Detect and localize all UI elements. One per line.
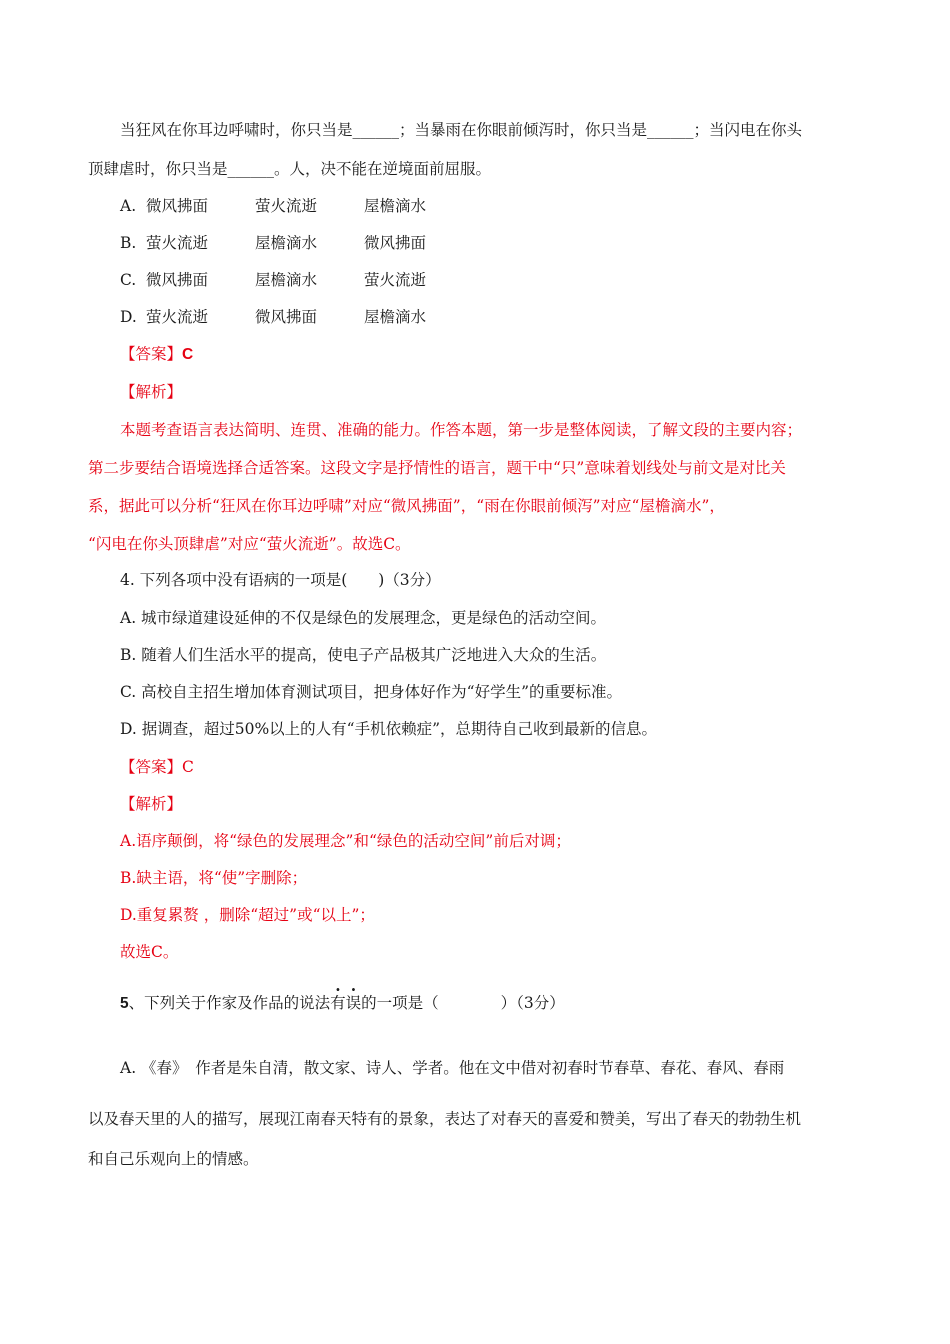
q3-option-c: [120, 269, 520, 291]
q3-option-b: [120, 232, 520, 254]
q3-analysis-line-1: 本题考查语言表达简明、连贯、准确的能力。作答本题，第一步是整体阅读，了解文段的主要内容；: [120, 421, 803, 439]
q4-analysis-line-1: A.语序颠倒，将“绿色的发展理念”和“绿色的活动空间”前后对调；: [120, 832, 571, 850]
answer-tag: 【答案】: [120, 345, 183, 363]
q5-option-a-line-1: A. 《春》 作者是朱自清，散文家、诗人、学者。他在文中借对初春时节春草、春花、春风、春雨: [120, 1059, 785, 1077]
option-item: 屋檐滴水: [255, 271, 318, 289]
option-item: 萤火流逝: [146, 234, 209, 252]
option-item: 萤火流逝: [146, 308, 209, 326]
option-item: 屋檐滴水: [255, 234, 318, 252]
q5-dotted-char-2: 误: [345, 994, 362, 1012]
option-item: 微风拂面: [255, 308, 318, 326]
option-item: 萤火流逝: [255, 197, 318, 215]
q3-analysis-line-4: “闪电在你头顶肆虐”对应“萤火流逝”。故选C。: [88, 535, 411, 553]
option-item: 微风拂面: [146, 197, 209, 215]
q4-option-c: C. 高校自主招生增加体育测试项目，把身体好作为“好学生”的重要标准。: [120, 683, 623, 701]
q4-stem: 4. 下列各项中没有语病的一项是( )（3分）: [120, 571, 441, 589]
q4-analysis-line-2: B.缺主语，将“使”字删除；: [120, 869, 308, 887]
q4-option-b: B. 随着人们生活水平的提高，使电子产品极其广泛地进入大众的生活。: [120, 646, 607, 664]
q4-option-d: D. 据调查，超过50%以上的人有“手机依赖症”，总期待自己收到最新的信息。: [120, 720, 658, 738]
q3-stem-line-1: 当狂风在你耳边呼啸时，你只当是______；当暴雨在你眼前倾泻时，你只当是______；当闪电在你头: [120, 121, 803, 139]
q5-stem: [120, 992, 565, 1015]
option-letter: B.: [120, 234, 137, 252]
q3-analysis-line-2: 第二步要结合语境选择合适答案。这段文字是抒情性的语言，题干中“只”意味着划线处与前文是对比关: [88, 459, 786, 477]
option-item: 萤火流逝: [364, 271, 427, 289]
option-item: 屋檐滴水: [364, 308, 427, 326]
q4-option-a: A. 城市绿道建设延伸的不仅是绿色的发展理念，更是绿色的活动空间。: [120, 609, 607, 627]
option-item: 微风拂面: [364, 234, 427, 252]
q5-stem-part-1: 、下列关于作家及作品的说法: [128, 994, 331, 1012]
q3-analysis-tag: 【解析】: [120, 383, 183, 401]
q4-analysis-line-3: D.重复累赘 ，删除“超过”或“以上”；: [120, 906, 375, 924]
q5-option-a-line-2: 以及春天里的人的描写，展现江南春天特有的景象，表达了对春天的喜爱和赞美，写出了春天的勃勃生机: [88, 1110, 802, 1128]
q4-analysis-line-4: 故选C。: [120, 943, 179, 961]
q3-stem-line-2: 顶肆虐时，你只当是______。人，决不能在逆境面前屈服。: [88, 160, 492, 178]
q4-answer: [120, 756, 194, 778]
q3-option-a: [120, 195, 520, 217]
option-letter: A.: [120, 197, 137, 215]
answer-value: C: [182, 346, 194, 363]
q5-stem-part-2: 的一项是（ ）（3分）: [361, 994, 565, 1012]
q4-analysis-tag: 【解析】: [120, 795, 183, 813]
answer-tag: 【答案】: [120, 758, 183, 776]
q5-dotted-char-1: 有: [330, 994, 346, 1012]
answer-value: C: [182, 758, 194, 776]
option-letter: C.: [120, 271, 137, 289]
option-item: 屋檐滴水: [364, 197, 427, 215]
q5-number: 5: [120, 995, 129, 1012]
option-item: 微风拂面: [146, 271, 209, 289]
q5-option-a-line-3: 和自己乐观向上的情感。: [88, 1150, 259, 1168]
q3-option-d: [120, 306, 520, 328]
option-letter: D.: [120, 308, 137, 326]
q3-answer: [120, 343, 193, 366]
q3-analysis-line-3: 系，据此可以分析“狂风在你耳边呼啸”对应“微风拂面”，“雨在你眼前倾泻”对应“屋檐滴水”，: [88, 497, 725, 515]
